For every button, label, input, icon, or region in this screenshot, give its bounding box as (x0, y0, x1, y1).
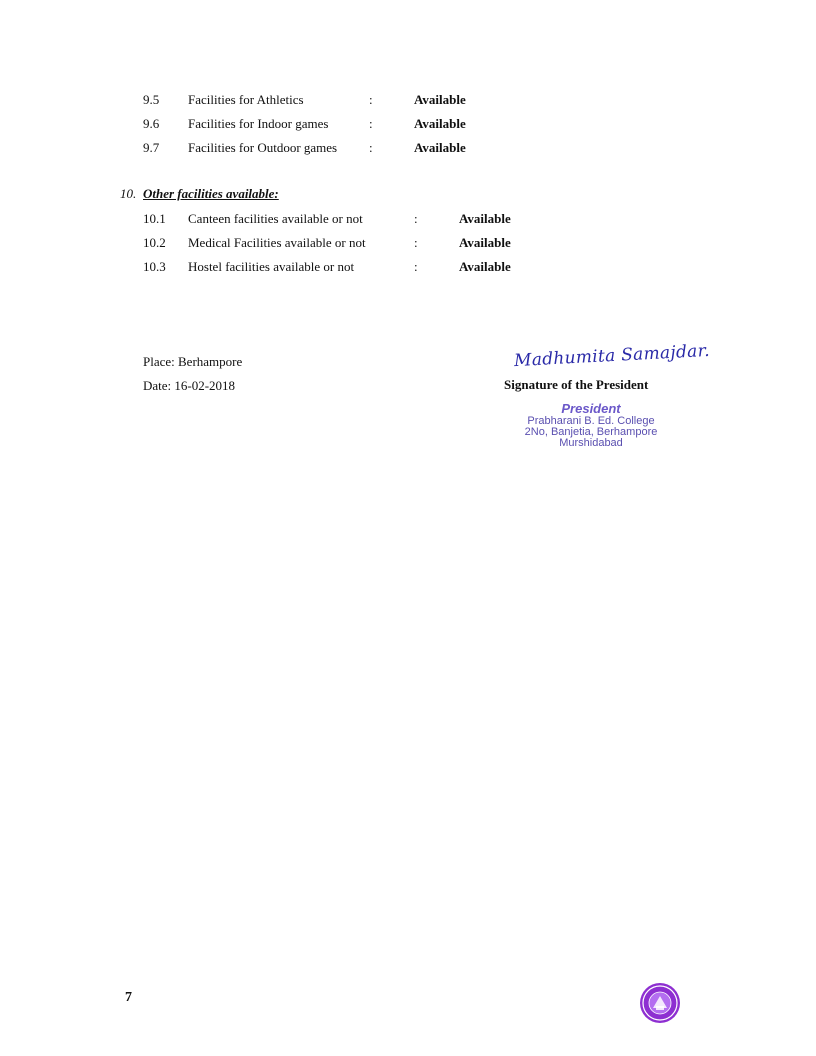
item-number: 9.6 (143, 116, 160, 131)
item-value: Available (459, 211, 511, 226)
stamp-title: President (561, 401, 621, 416)
item-value: Available (414, 140, 466, 155)
item-colon: : (369, 116, 373, 131)
president-stamp (510, 402, 672, 449)
handwritten-signature: Madhumita Samajdar. (513, 340, 711, 372)
college-seal-icon (639, 982, 681, 1024)
item-label: Facilities for Indoor games (188, 116, 329, 131)
stamp-line-2: 2No, Banjetia, Berhampore (524, 426, 658, 438)
item-value: Available (459, 259, 511, 274)
item-number: 9.5 (143, 92, 160, 107)
item-label: Canteen facilities available or not (188, 211, 363, 226)
place-text: Place: Berhampore (143, 354, 243, 369)
item-number: 10.3 (143, 259, 166, 274)
item-value: Available (459, 235, 511, 250)
item-value: Available (414, 116, 466, 131)
item-colon: : (369, 140, 373, 155)
item-label: Hostel facilities available or not (188, 259, 355, 274)
stamp-line-1: Prabharani B. Ed. College (527, 415, 655, 427)
item-colon: : (414, 211, 418, 226)
item-label: Medical Facilities available or not (188, 235, 366, 250)
item-number: 9.7 (143, 140, 160, 155)
item-label: Facilities for Outdoor games (188, 140, 338, 155)
section-10-title: Other facilities available: (143, 186, 279, 201)
item-value: Available (414, 92, 466, 107)
item-label: Facilities for Athletics (188, 92, 304, 107)
item-colon: : (369, 92, 373, 107)
item-number: 10.2 (143, 235, 166, 250)
item-colon: : (414, 235, 418, 250)
date-text: Date: 16-02-2018 (143, 378, 236, 393)
item-colon: : (414, 259, 418, 274)
item-number: 10.1 (143, 211, 166, 226)
stamp-line-3: Murshidabad (559, 437, 623, 449)
page-number: 7 (125, 990, 132, 1005)
section-10-number: 10. (120, 186, 137, 201)
signature-label: Signature of the President (504, 377, 649, 392)
